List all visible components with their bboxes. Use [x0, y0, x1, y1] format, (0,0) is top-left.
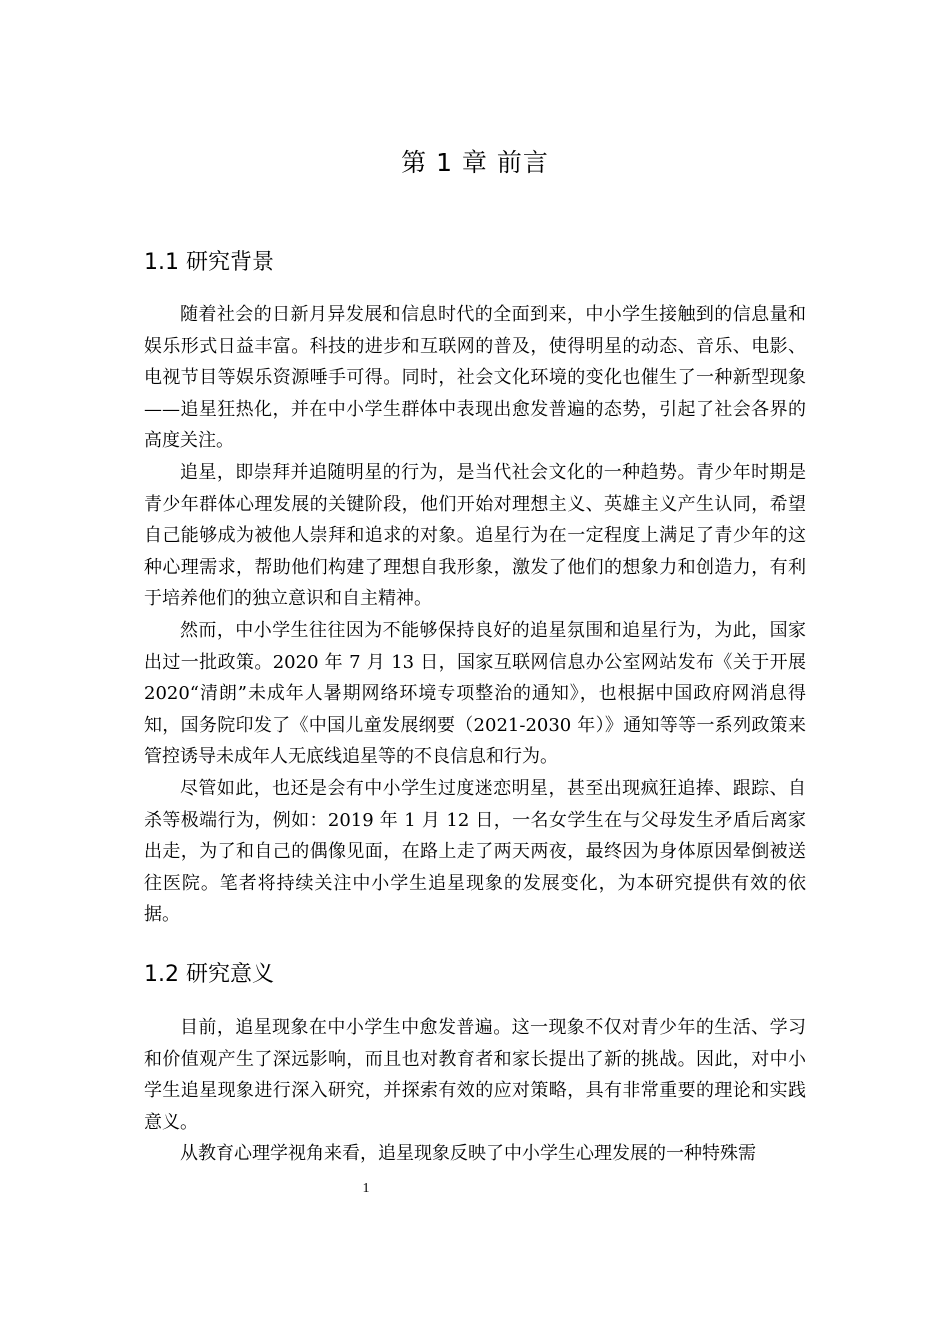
- paragraph: 追星，即崇拜并追随明星的行为，是当代社会文化的一种趋势。青少年时期是青少年群体心理发展的关键阶段，他们开始对理想主义、英雄主义产生认同，希望自己能够成为被他人崇拜和追求的对象。追星行为在一定程度上满足了青少年的这种心理需求，帮助他们构建了理想自我形象，激发了他们的想象力和创造力，有利于培养他们的独立意识和自主精神。: [144, 461, 806, 610]
- paragraph: 目前，追星现象在中小学生中愈发普遍。这一现象不仅对青少年的生活、学习和价值观产生了深远影响，而且也对教育者和家长提出了新的挑战。因此，对中小学生追星现象进行深入研究，并探索有效的应对策略，具有非常重要的理论和实践意义。: [144, 1017, 806, 1133]
- section-heading-research-background: 1.1 研究背景: [144, 250, 274, 275]
- paragraph: 尽管如此，也还是会有中小学生过度迷恋明星，甚至出现疯狂追捧、跟踪、自杀等极端行为，例如：2019 年 1 月 12 日，一名女学生在与父母发生矛盾后离家出走，为了和自己的偶像见面，在路上走了两天两夜，最终因为身体原因晕倒被送往医院。笔者将持续关注中小学生追星现象的发展变化，为本研究提供有效的依据。: [144, 777, 806, 926]
- section-body-research-significance: [144, 1012, 806, 1170]
- paragraph: 从教育心理学视角来看，追星现象反映了中小学生心理发展的一种特殊需: [180, 1143, 756, 1165]
- section-heading-research-significance: 1.2 研究意义: [144, 962, 274, 987]
- paragraph: 然而，中小学生往往因为不能够保持良好的追星氛围和追星行为，为此，国家出过一批政策。2020 年 7 月 13 日，国家互联网信息办公室网站发布《关于开展 2020“清朗”未成年人暑期网络环境专项整治的通知》，也根据中国政府网消息得知，国务院印发了《中国儿童发展纲要（2021-2030 年）》通知等等一系列政策来管控诱导未成年人无底线追星等的不良信息和行为。: [144, 619, 806, 768]
- section-body-research-background: [144, 299, 806, 931]
- chapter-title: 第 1 章 前言: [401, 148, 549, 177]
- page-number: 1: [362, 1181, 370, 1196]
- paragraph: 随着社会的日新月异发展和信息时代的全面到来，中小学生接触到的信息量和娱乐形式日益丰富。科技的进步和互联网的普及，使得明星的动态、音乐、电影、电视节目等娱乐资源唾手可得。同时，社会文化环境的变化也催生了一种新型现象——追星狂热化，并在中小学生群体中表现出愈发普遍的态势，引起了社会各界的高度关注。: [144, 304, 806, 452]
